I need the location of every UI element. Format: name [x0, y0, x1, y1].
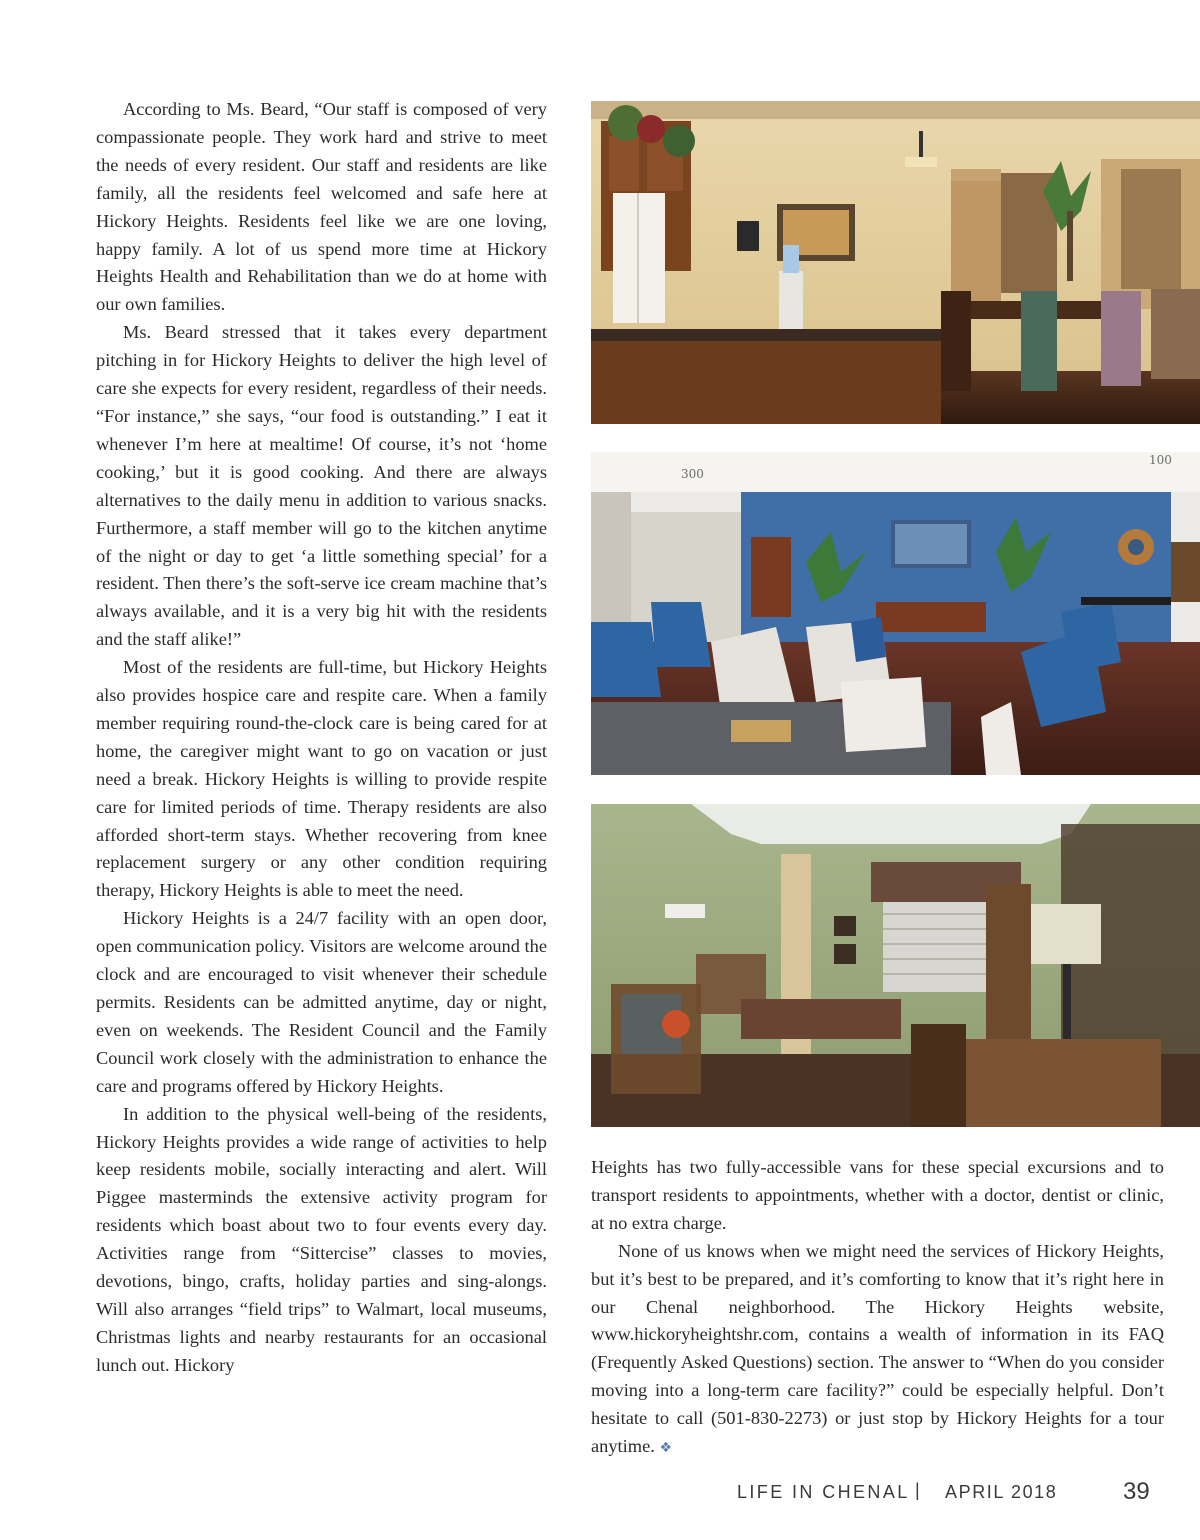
page-footer [737, 1478, 1152, 1508]
paragraph-continuation: Heights has two fully-accessible vans for these special excursions and to transport residents to appointments, whether with a doctor, dentist or clinic, at no extra charge. [591, 1157, 1164, 1233]
footer-separator: | [915, 1480, 920, 1500]
paragraph-text: None of us knows when we might need the services of Hickory Heights, but it’s best to be prepared, and it’s comforting to know that it’s right here in our Chenal neighborhood. The Hickory Heights website, www.hickoryheightshr.com, contains a wealth of information in its FAQ (Frequently Asked Questions) section. The answer to “When do you consider moving into a long-term care facility?” could be especially helpful. Don’t hesitate to call (501-830-2273) or just stop by Hickory Heights for a tour anytime. [591, 1240, 1164, 1457]
photo-resident-room-image [591, 804, 1200, 1127]
photo-lobby-image [591, 452, 1200, 775]
photo-kitchen-dining [591, 101, 1200, 424]
issue-date: APRIL 2018 [945, 1482, 1058, 1502]
magazine-name: LIFE IN CHENAL [737, 1482, 910, 1502]
paragraph: According to Ms. Beard, “Our staff is composed of very compassionate people. They work hard and strive to meet the needs of every resident. Our staff and residents are like family, all the residents feel welcomed and safe here at Hickory Heights. Residents feel like we are one loving, happy family. A lot of us spend more time at Hickory Heights Health and Rehabilitation than we do at home with our own families. [96, 99, 547, 315]
room-sign-300: 300 [681, 467, 704, 481]
photo-kitchen-dining-image [591, 101, 1200, 424]
end-of-article-mark: ❖ [659, 1440, 673, 1457]
paragraph: Ms. Beard stressed that it takes every department pitching in for Hickory Heights to deliver the high level of care she expects for every resident, regardless of their needs. “For instance,” she says, “our food is outstanding.” I eat it whenever I’m here at mealtime! Of course, it’s not ‘home cooking,’ but it is good cooking. And there are always alternatives to the daily menu in addition to various snacks. Furthermore, a staff member will go to the kitchen anytime of the night or day to get ‘a little something special’ for a resident. Then there’s the soft-serve ice cream machine that’s always available, and it is a very big hit with the residents and the staff alike!” [96, 322, 547, 650]
paragraph: Most of the residents are full-time, but Hickory Heights also provides hospice care and respite care. When a family member requiring round-the-clock care is being cared for at home, the caregiver might want to go on vacation or just need a break. Hickory Heights is willing to provide respite care for limited periods of time. Therapy residents are also afforded short-term stays. Whether recovering from knee replacement surgery or any other condition requiring therapy, Hickory Heights is able to meet the need. [96, 657, 547, 901]
paragraph: In addition to the physical well-being of the residents, Hickory Heights provides a wide range of activities to help keep residents mobile, socially interacting and alert. Will Piggee masterminds the extensive activity program for residents which boast about two to four events every day. Activities range from “Sittercise” classes to movies, devotions, bingo, crafts, holiday parties and sing-alongs. Will also arranges “field trips” to Walmart, local museums, Christmas lights and nearby restaurants for an occasional lunch out. Hickory [96, 1103, 547, 1375]
photo-lobby [591, 452, 1200, 775]
paragraph [591, 1238, 1164, 1463]
page-number: 39 [1123, 1478, 1150, 1505]
article-right-column [591, 1154, 1164, 1463]
paragraph: Hickory Heights is a 24/7 facility with an open door, open communication policy. Visitors are welcome around the clock and are encouraged to visit whenever their schedule permits. Residents can be admitted anytime, day or night, even on weekends. The Resident Council and the Family Council work closely with the administration to enhance the care and programs offered by Hickory Heights. [96, 908, 547, 1096]
photo-resident-room [591, 804, 1200, 1127]
article-left-column [96, 96, 547, 1380]
room-sign-100: 100 [1149, 453, 1172, 467]
